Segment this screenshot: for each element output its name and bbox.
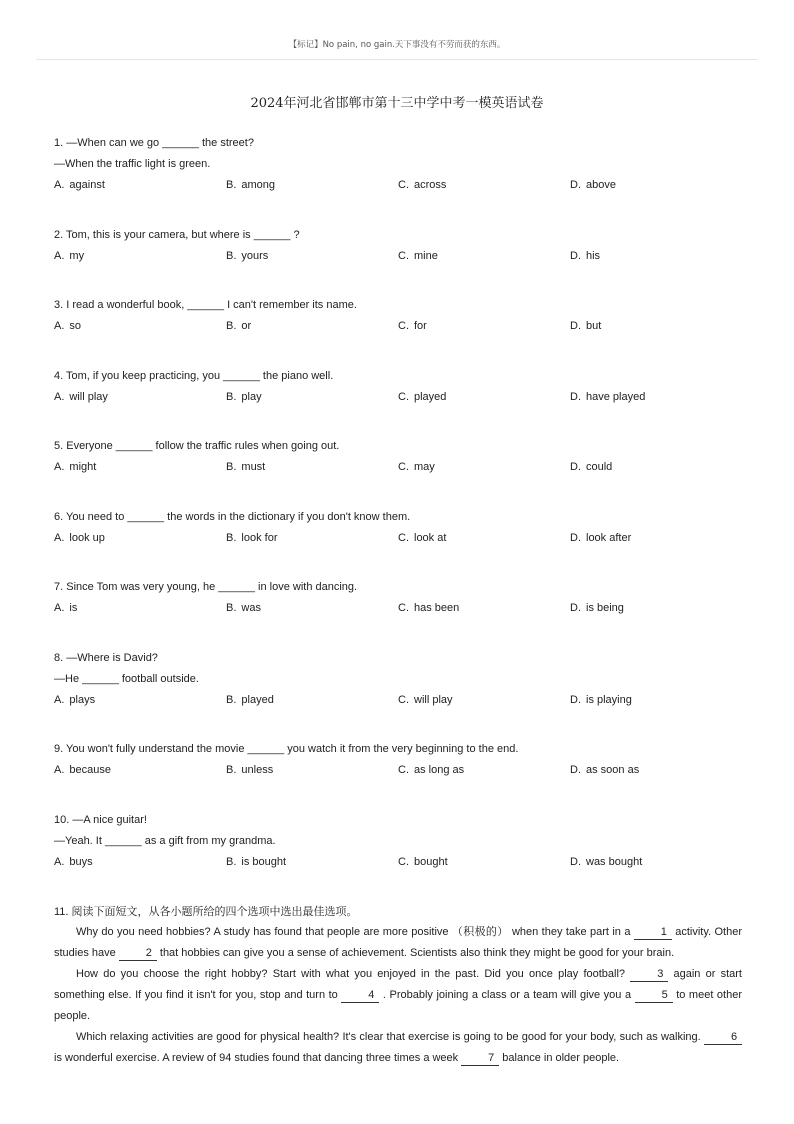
- option-b[interactable]: B. is bought: [226, 855, 287, 868]
- option-d[interactable]: D. could: [570, 461, 613, 473]
- question-5: [54, 438, 744, 509]
- reading-instruction: 11. 阅读下面短文，从各小题所给的四个选项中选出最佳选项。: [54, 906, 358, 918]
- option-a[interactable]: A. against: [54, 179, 105, 191]
- question-stem: 6. You need to ______ the words in the dictionary if you don't know them.: [54, 510, 411, 523]
- question-stem-line-2: —Yeah. It ______ as a gift from my grandma.: [54, 834, 276, 847]
- question-options: [54, 248, 744, 269]
- option-d[interactable]: D. have played: [570, 390, 646, 403]
- blank-6[interactable]: 6: [704, 1031, 742, 1045]
- option-c[interactable]: C. look at: [398, 531, 447, 544]
- option-d[interactable]: D. is playing: [570, 693, 632, 706]
- question-options: [54, 692, 744, 713]
- option-c[interactable]: C. as long as: [398, 764, 465, 776]
- question-options: [54, 318, 744, 339]
- option-a[interactable]: A. so: [54, 320, 82, 332]
- option-d[interactable]: D. above: [570, 179, 616, 191]
- question-stem: 8. —Where is David?: [54, 651, 158, 664]
- question-1: [54, 135, 744, 227]
- question-2: [54, 227, 744, 298]
- reading-paragraph-3: Which relaxing activities are good for physical health? It's clear that exercise is going to be good for your body, such as walking. 6 is wonderful exercise. A review of 94 studies found that dancing three times a week 7 balance in older people.: [54, 1027, 742, 1069]
- question-options: [54, 177, 744, 198]
- questions-list: [54, 135, 744, 903]
- option-c[interactable]: C. played: [398, 390, 447, 403]
- option-d[interactable]: D. is being: [570, 602, 624, 614]
- option-b[interactable]: B. played: [226, 693, 274, 706]
- option-a[interactable]: A. because: [54, 764, 111, 776]
- question-options: [54, 854, 744, 875]
- question-stem: 3. I read a wonderful book, ______ I can't remember its name.: [54, 299, 357, 311]
- blank-4[interactable]: 4: [341, 989, 379, 1003]
- option-d[interactable]: D. look after: [570, 531, 632, 544]
- option-b[interactable]: B. must: [226, 461, 266, 473]
- reading-section: [54, 902, 742, 1069]
- blank-2[interactable]: 2: [119, 947, 157, 961]
- option-b[interactable]: B. among: [226, 179, 276, 191]
- option-c[interactable]: C. may: [398, 461, 435, 473]
- question-options: [54, 389, 744, 410]
- option-c[interactable]: C. has been: [398, 602, 460, 614]
- option-a[interactable]: A. look up: [54, 531, 105, 544]
- header-note: 【标记】No pain, no gain.天下事没有不劳而获的东西。: [288, 40, 506, 50]
- question-stem: 4. Tom, if you keep practicing, you ______ the piano well.: [54, 369, 334, 382]
- option-a[interactable]: A. is: [54, 602, 78, 614]
- question-stem: 2. Tom, this is your camera, but where is ______ ?: [54, 228, 300, 241]
- question-options: [54, 762, 744, 783]
- reading-paragraph-1: Why do you need hobbies? A study has found that people are more positive （积极的） when they take part in a 1 activity. Other studies have 2 that hobbies can give you a sense of achievement. Scientists also think they might be good for your brain.: [54, 926, 742, 959]
- blank-7[interactable]: 7: [461, 1052, 499, 1066]
- blank-5[interactable]: 5: [635, 989, 673, 1003]
- option-b[interactable]: B. look for: [226, 531, 278, 544]
- question-stem: 10. —A nice guitar!: [54, 813, 147, 826]
- question-stem-line-2: —When the traffic light is green.: [54, 158, 211, 170]
- blank-1[interactable]: 1: [634, 926, 672, 940]
- option-d[interactable]: D. his: [570, 249, 601, 262]
- question-8: [54, 650, 744, 742]
- question-7: [54, 579, 744, 650]
- question-stem-line-2: —He ______ football outside.: [54, 672, 199, 685]
- reading-paragraph-2: How do you choose the right hobby? Start with what you enjoyed in the past. Did you once play football? 3 again or start something else. If you find it isn't for you, stop and turn to 4 . Probably joining a class or a team will give you a 5 to meet other people.: [54, 968, 742, 1022]
- option-c[interactable]: C. across: [398, 179, 447, 191]
- option-c[interactable]: C. will play: [398, 693, 453, 706]
- option-c[interactable]: C. bought: [398, 855, 448, 868]
- option-a[interactable]: A. will play: [54, 390, 108, 403]
- option-b[interactable]: B. or: [226, 320, 252, 332]
- option-a[interactable]: A. plays: [54, 693, 96, 706]
- question-10: [54, 812, 744, 904]
- question-stem: 5. Everyone ______ follow the traffic rules when going out.: [54, 440, 340, 452]
- question-options: [54, 600, 744, 621]
- question-4: [54, 368, 744, 439]
- option-a[interactable]: A. might: [54, 461, 97, 473]
- option-b[interactable]: B. unless: [226, 764, 274, 776]
- blank-3[interactable]: 3: [630, 968, 668, 982]
- question-stem: 9. You won't fully understand the movie ______ you watch it from the very beginning to the end.: [54, 743, 519, 755]
- question-options: [54, 459, 744, 480]
- question-3: [54, 297, 744, 368]
- option-c[interactable]: C. mine: [398, 249, 438, 262]
- option-b[interactable]: B. play: [226, 390, 262, 403]
- option-b[interactable]: B. was: [226, 602, 261, 614]
- question-6: [54, 509, 744, 580]
- option-b[interactable]: B. yours: [226, 249, 269, 262]
- page-title: 2024年河北省邯郸市第十三中学中考一模英语试卷: [250, 96, 544, 111]
- option-a[interactable]: A. buys: [54, 855, 93, 868]
- header-divider: [36, 59, 758, 60]
- option-d[interactable]: D. but: [570, 320, 602, 332]
- question-9: [54, 741, 744, 812]
- option-d[interactable]: D. was bought: [570, 855, 643, 868]
- question-stem: 1. —When can we go ______ the street?: [54, 137, 254, 149]
- option-a[interactable]: A. my: [54, 249, 85, 262]
- question-stem: 7. Since Tom was very young, he ______ in love with dancing.: [54, 581, 358, 593]
- option-d[interactable]: D. as soon as: [570, 764, 640, 776]
- option-c[interactable]: C. for: [398, 320, 427, 332]
- question-options: [54, 530, 744, 551]
